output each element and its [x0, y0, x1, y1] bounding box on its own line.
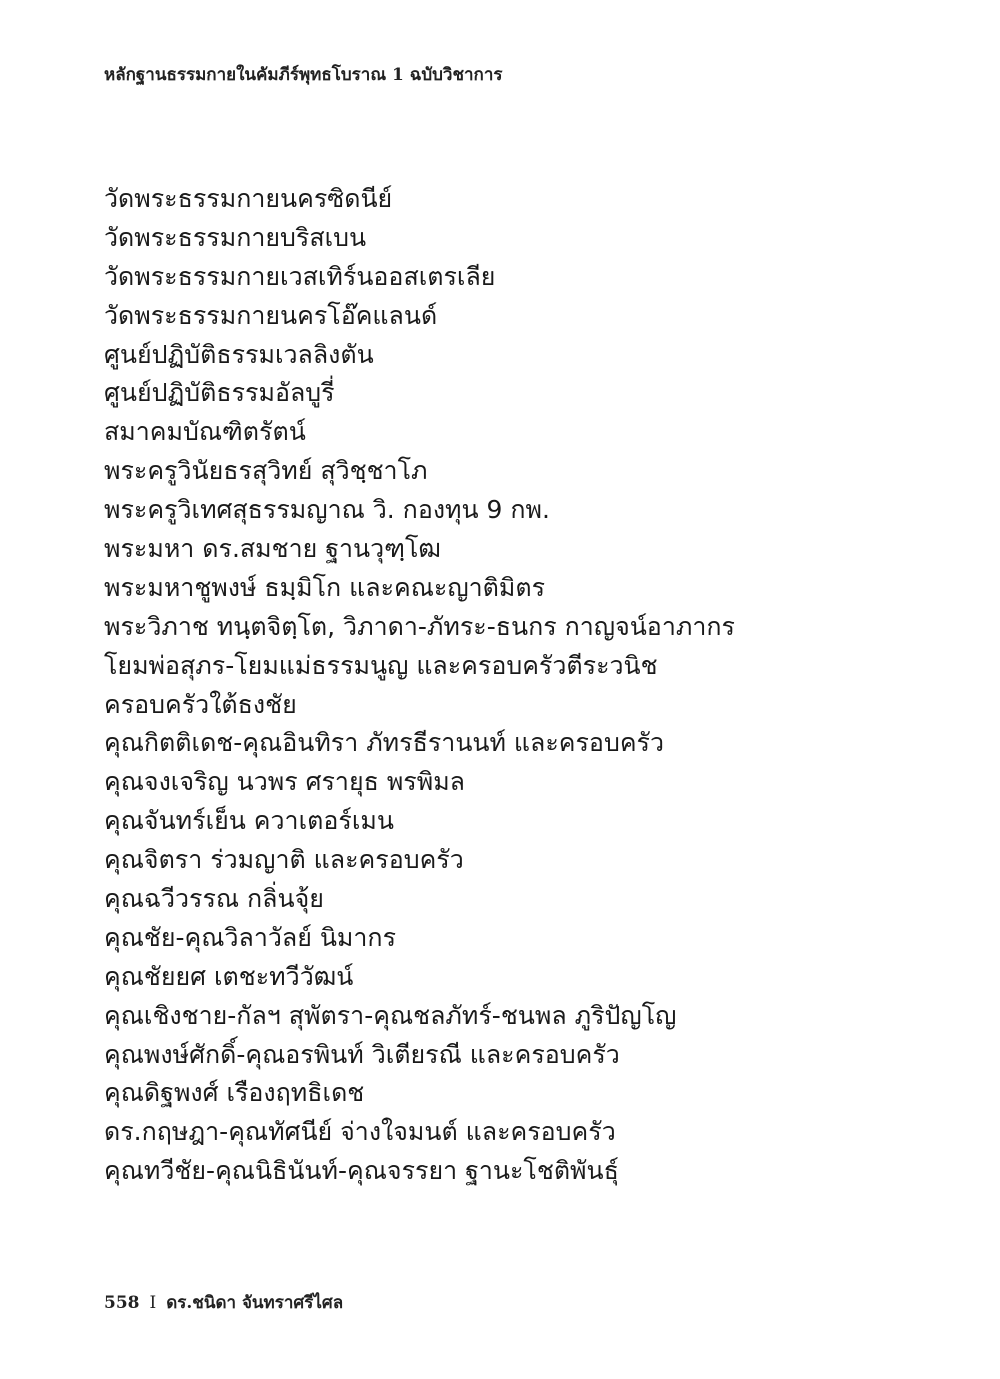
list-item: คุณดิฐพงศ์ เรืองฤทธิเดช [104, 1078, 365, 1108]
list-item: คุณพงษ์ศักดิ์-คุณอรพินท์ วิเตียรณี และครอบครัว [104, 1039, 620, 1069]
list-item: คุณจิตรา ร่วมญาติ และครอบครัว [104, 845, 464, 875]
list-item: คุณจงเจริญ นวพร ศรายุธ พรพิมล [104, 767, 465, 797]
list-item: คุณฉวีวรรณ กลิ่นจุ้ย [104, 884, 324, 914]
list-item: พระครูวิเทศสุธรรมญาณ วิ. กองทุน 9 กพ. [104, 495, 550, 525]
list-item: คุณชัย-คุณวิลาวัลย์ นิมากร [104, 922, 396, 952]
list-item: คุณกิตติเดช-คุณอินทิรา ภัทรธีรานนท์ และครอบครัว [104, 728, 665, 758]
list-item: พระครูวินัยธรสุวิทย์ สุวิชฺชาโภ [104, 456, 428, 486]
list-item: พระวิภาช ทนฺตจิตฺโต, วิภาดา-ภัทระ-ธนกร กาญจน์อาภากร [104, 611, 735, 641]
list-item: พระมหา ดร.สมชาย ฐานวุฑฺโฒ [104, 534, 441, 564]
list-item: ศูนย์ปฏิบัติธรรมเวลลิงตัน [104, 339, 374, 369]
page-footer [104, 1292, 343, 1314]
running-header-title: หลักฐานธรรมกายในคัมภีร์พุทธโบราณ 1 ฉบับวิชาการ [104, 65, 503, 85]
list-item: วัดพระธรรมกายเวสเทิร์นออสเตรเลีย [104, 261, 496, 291]
list-item: ครอบครัวใต้ธงชัย [104, 689, 297, 719]
list-item: คุณทวีชัย-คุณนิธินันท์-คุณจรรยา ฐานะโชติพันธุ์ [104, 1156, 619, 1186]
author-name: ดร.ชนิดา จันทราศรีไศล [166, 1293, 344, 1313]
list-item: คุณจันทร์เย็น ควาเตอร์เมน [104, 806, 394, 836]
list-item: คุณชัยยศ เตชะทวีวัฒน์ [104, 961, 354, 991]
list-item: วัดพระธรรมกายนครซิดนีย์ [104, 184, 393, 213]
list-item: ศูนย์ปฏิบัติธรรมอัลบูรี่ [104, 378, 335, 408]
list-item: วัดพระธรรมกายนครโอ๊คแลนด์ [104, 300, 438, 330]
list-item: วัดพระธรรมกายบริสเบน [104, 222, 367, 252]
footer-separator: I [149, 1293, 157, 1313]
donor-list [104, 180, 964, 1191]
list-item: คุณเชิงชาย-กัลฯ สุพัตรา-คุณชลภัทร์-ชนพล ภูริปัญโญ [104, 1000, 677, 1030]
list-item: โยมพ่อสุภร-โยมแม่ธรรมนูญ และครอบครัวตีระวนิช [104, 650, 658, 680]
list-item: สมาคมบัณฑิตรัตน์ [104, 417, 306, 447]
list-item: ดร.กฤษฎา-คุณทัศนีย์ จ่างใจมนต์ และครอบครัว [104, 1117, 616, 1147]
list-item: พระมหาชูพงษ์ ธมฺมิโก และคณะญาติมิตร [104, 572, 546, 602]
page-number: 558 [104, 1293, 140, 1313]
